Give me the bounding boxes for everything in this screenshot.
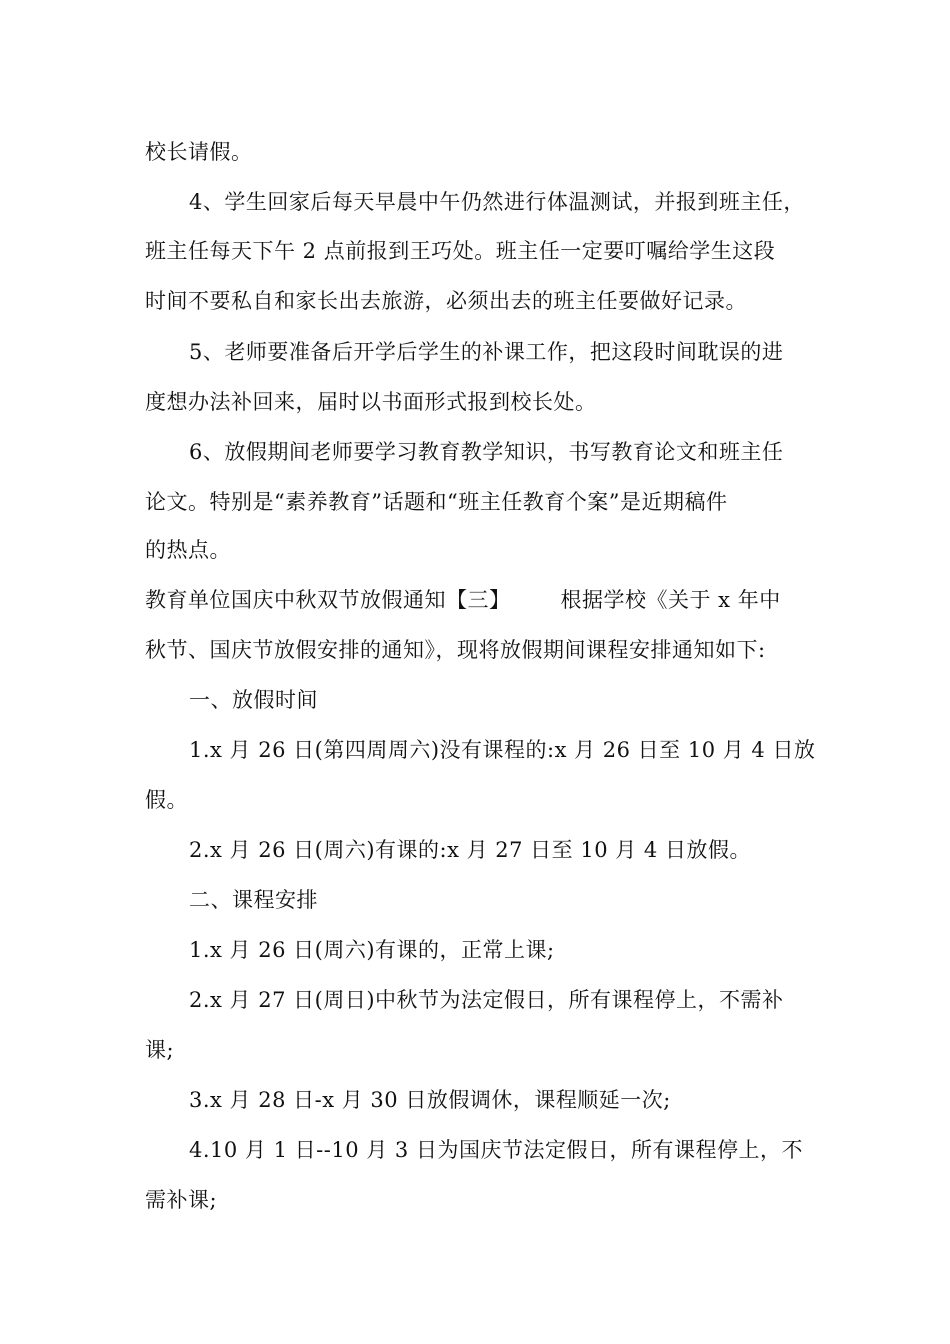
text-line: 度想办法补回来，届时以书面形式报到校长处。 [145, 390, 597, 414]
section-heading-line [145, 586, 781, 614]
text-line: 4、学生回家后每天早晨中午仍然进行体温测试，并报到班主任， [189, 190, 805, 214]
list-item: 2.x 月 27 日(周日)中秋节为法定假日，所有课程停上，不需补 [189, 988, 784, 1012]
text-line: 时间不要私自和家长出去旅游，必须出去的班主任要做好记录。 [145, 289, 747, 313]
list-item: 4.10 月 1 日--10 月 3 日为国庆节法定假日，所有课程停上，不 [189, 1138, 803, 1162]
text-line: 论文。特别是“素养教育”话题和“班主任教育个案”是近期稿件 [145, 490, 728, 514]
text-line: 6、放假期间老师要学习教育教学知识，书写教育论文和班主任 [189, 440, 784, 464]
subheading: 二、课程安排 [189, 888, 318, 912]
list-item: 1.x 月 26 日(第四周周六)没有课程的:x 月 26 日至 10 月 4 日放 [189, 738, 816, 762]
list-item: 2.x 月 26 日(周六)有课的:x 月 27 日至 10 月 4 日放假。 [189, 838, 751, 862]
subheading: 一、放假时间 [189, 688, 318, 712]
text-line: 校长请假。 [145, 140, 253, 164]
text-line: 班主任每天下午 2 点前报到王巧处。班主任一定要叮嘱给学生这段 [145, 239, 776, 263]
text-line: 课; [145, 1038, 175, 1062]
text-line: 秋节、国庆节放假安排的通知》，现将放假期间课程安排通知如下: [145, 638, 766, 662]
text-line: 的热点。 [145, 538, 231, 562]
section-title: 教育单位国庆中秋双节放假通知【三】 [145, 588, 511, 612]
list-item: 1.x 月 26 日(周六)有课的，正常上课; [189, 938, 555, 962]
text-line: 5、老师要准备后开学后学生的补课工作，把这段时间耽误的进 [189, 340, 784, 364]
list-item: 3.x 月 28 日-x 月 30 日放假调休，课程顺延一次; [189, 1088, 671, 1112]
text-line: 需补课; [145, 1188, 218, 1212]
text-line: 假。 [145, 788, 188, 812]
text-fragment: 根据学校《关于 x 年中 [560, 588, 781, 612]
